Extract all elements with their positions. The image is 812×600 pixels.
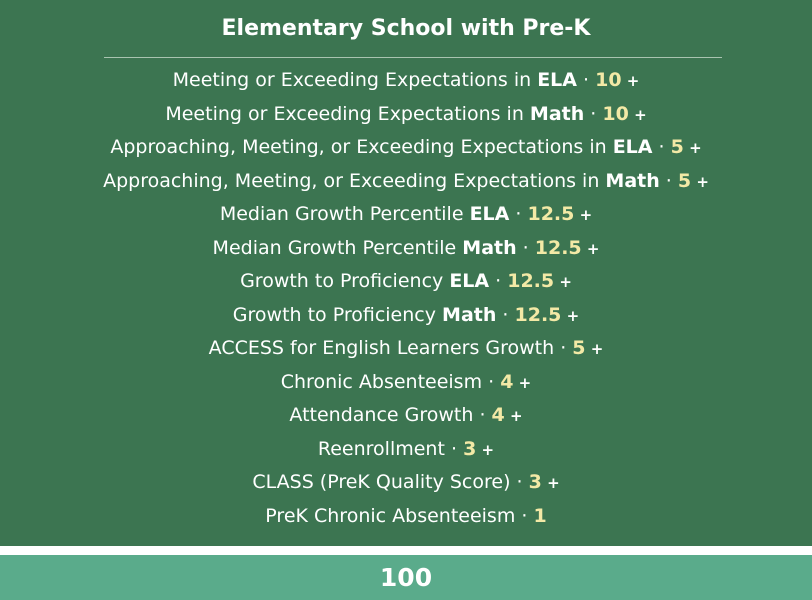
plus-sign: + <box>561 306 580 325</box>
separator-dot: · <box>652 136 671 158</box>
metric-subject: Math <box>529 102 585 125</box>
plus-sign: + <box>554 273 572 291</box>
separator-dot: · <box>584 102 603 125</box>
metric-label: Meeting or Exceeding Expectations in <box>172 69 538 91</box>
metric-points: 3 <box>463 437 477 460</box>
title-rule <box>104 57 722 58</box>
metric-points: 10 <box>602 102 629 125</box>
metric-points: 12.5 <box>534 236 582 259</box>
plus-sign: + <box>581 239 600 258</box>
plus-sign: + <box>621 72 640 90</box>
separator-dot: · <box>482 370 501 393</box>
metric-row <box>0 232 812 266</box>
metric-label: CLASS (PreK Quality Score) <box>252 471 511 493</box>
plus-sign: + <box>574 206 593 224</box>
separator-dot: · <box>444 437 464 460</box>
separator-dot: · <box>509 203 528 225</box>
plus-sign: + <box>691 172 709 191</box>
metric-label: Approaching, Meeting, or Exceeding Expectations in <box>110 136 613 158</box>
metric-subject: ELA <box>612 136 653 158</box>
metric-points: 3 <box>528 471 542 493</box>
metric-subject: ELA <box>469 203 510 225</box>
metric-row <box>0 466 812 500</box>
metric-points: 12.5 <box>527 203 575 225</box>
metric-row <box>0 64 812 98</box>
metric-row <box>0 500 812 534</box>
plus-sign: + <box>628 105 647 124</box>
separator-dot: · <box>577 69 596 91</box>
metric-label: Growth to Proficiency <box>240 270 450 292</box>
metric-row <box>0 332 812 366</box>
metric-points: 5 <box>670 136 684 158</box>
plus-sign: + <box>476 440 495 459</box>
metric-list <box>0 64 812 533</box>
metric-row <box>0 433 812 467</box>
metric-label: Reenrollment <box>317 437 445 460</box>
total-divider <box>0 546 812 555</box>
metric-row <box>0 131 812 165</box>
metric-label: PreK Chronic Absenteeism <box>265 504 516 527</box>
separator-dot: · <box>473 404 492 426</box>
separator-dot: · <box>554 337 573 359</box>
metric-subject: Math <box>462 236 517 259</box>
separator-dot: · <box>489 270 508 292</box>
separator-dot: · <box>516 236 535 259</box>
metric-row <box>0 399 812 433</box>
metric-row <box>0 265 812 299</box>
metric-points: 10 <box>595 69 622 91</box>
metric-label: Chronic Absenteeism <box>280 370 483 393</box>
metric-row <box>0 98 812 132</box>
metric-points: 4 <box>491 404 505 426</box>
plus-sign: + <box>504 407 523 425</box>
page-title: Elementary School with Pre-K <box>221 16 591 41</box>
metric-points: 12.5 <box>514 303 562 326</box>
separator-dot: · <box>510 471 529 493</box>
metric-row <box>0 299 812 333</box>
plus-sign: + <box>513 373 532 392</box>
metric-label: Meeting or Exceeding Expectations in <box>165 102 530 125</box>
separator-dot: · <box>515 504 534 527</box>
metric-row <box>0 198 812 232</box>
metric-subject: ELA <box>449 270 490 292</box>
total-bar <box>0 555 812 600</box>
metric-points: 5 <box>572 337 586 359</box>
metric-label: Approaching, Meeting, or Exceeding Expectations in <box>103 169 606 192</box>
metric-label: Median Growth Percentile <box>212 236 463 259</box>
metric-points: 4 <box>500 370 514 393</box>
metric-subject: Math <box>605 169 660 192</box>
total-points: 100 <box>379 563 433 592</box>
plus-sign: + <box>585 340 604 358</box>
metric-label: ACCESS for English Learners Growth <box>208 337 555 359</box>
metric-points: 12.5 <box>507 270 555 292</box>
metric-label: Attendance Growth <box>289 404 474 426</box>
plus-sign: + <box>683 139 702 157</box>
metric-row <box>0 366 812 400</box>
metric-label: Median Growth Percentile <box>219 203 470 225</box>
plus-sign: + <box>541 474 560 492</box>
metric-points: 5 <box>677 169 692 192</box>
metric-row <box>0 165 812 199</box>
metric-subject: ELA <box>537 69 577 91</box>
metric-points: 1 <box>533 504 547 527</box>
separator-dot: · <box>496 303 515 326</box>
metric-subject: Math <box>442 303 497 326</box>
separator-dot: · <box>659 169 678 192</box>
metric-label: Growth to Proficiency <box>232 303 443 326</box>
